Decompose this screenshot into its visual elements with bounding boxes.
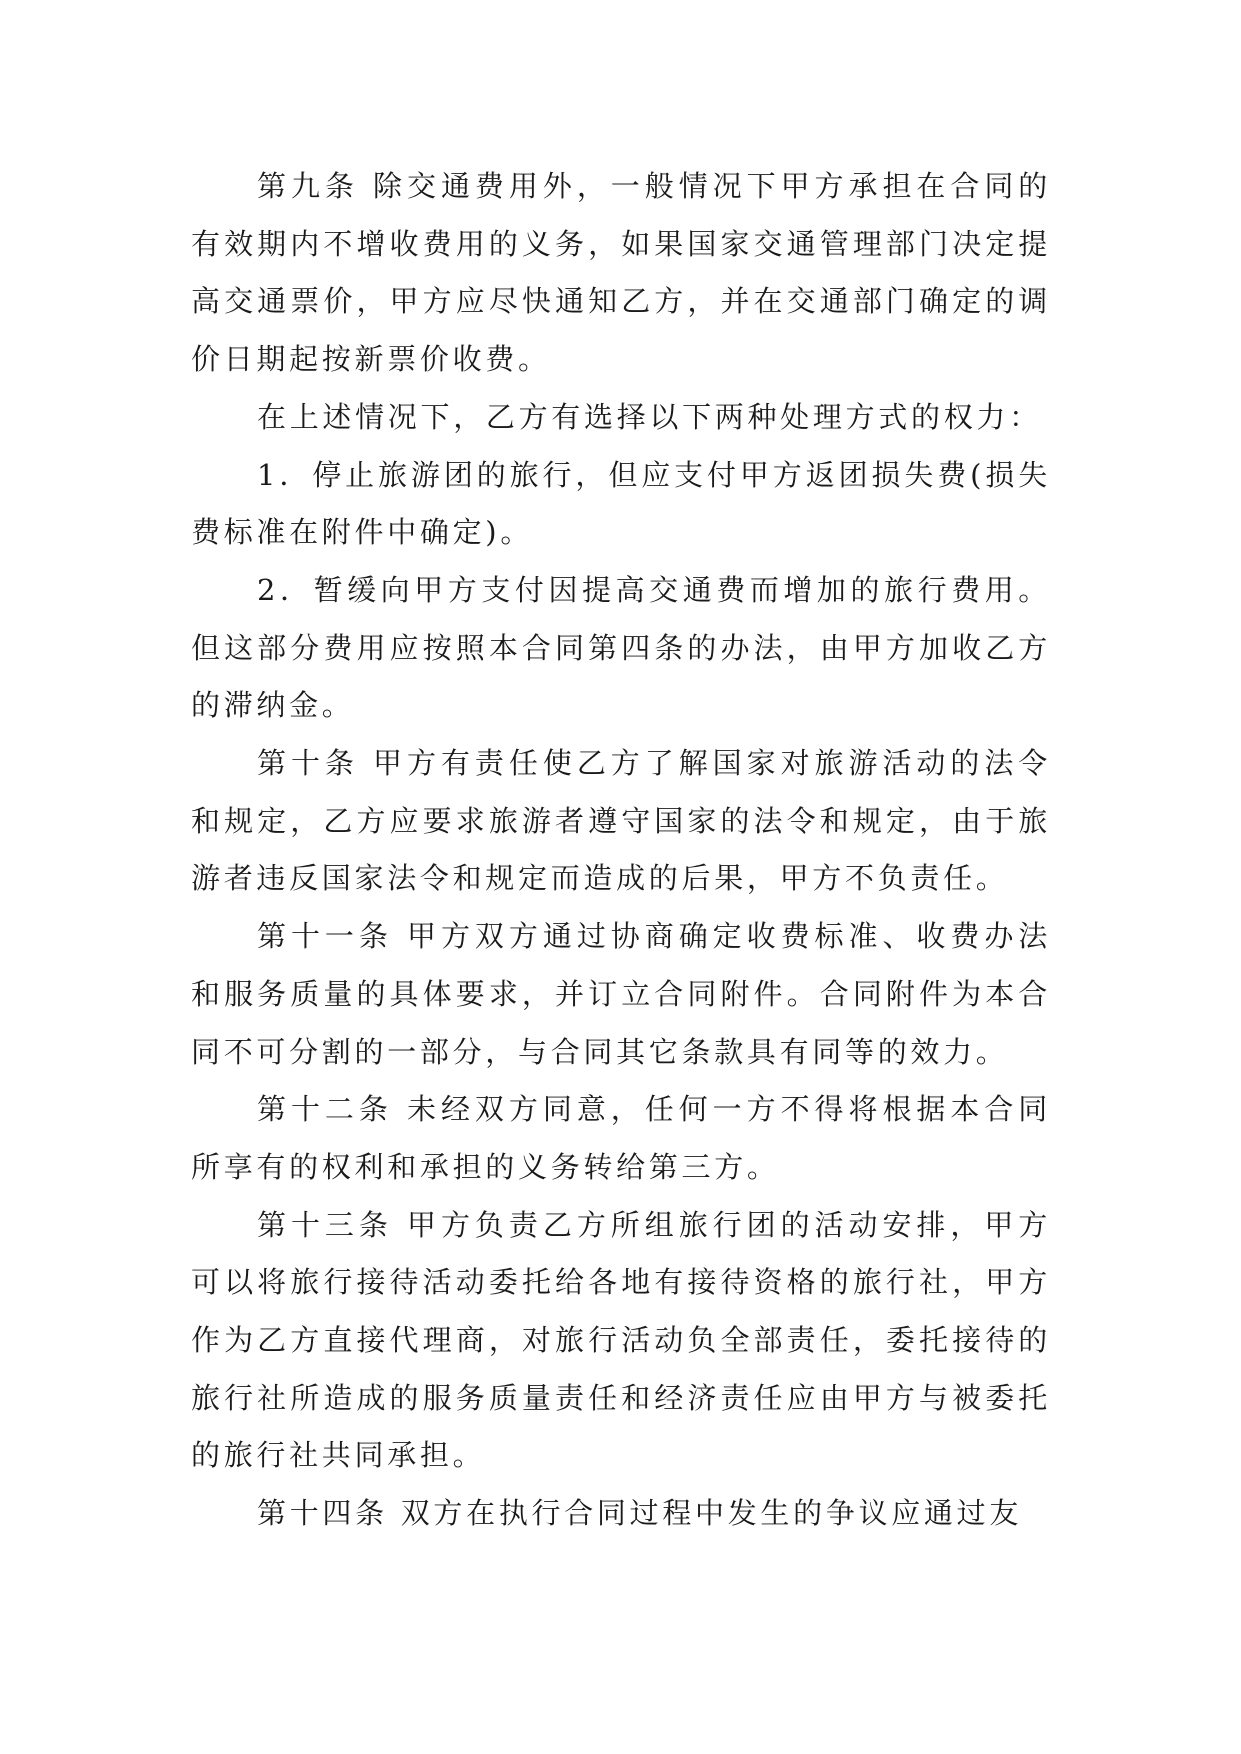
paragraph-article-10: 第十条 甲方有责任使乙方了解国家对旅游活动的法令和规定，乙方应要求旅游者遵守国家的法令和规定，由于旅游者违反国家法令和规定而造成的后果，甲方不负责任。 — [191, 746, 1051, 896]
paragraph-article-14: 第十四条 双方在执行合同过程中发生的争议应通过友 — [257, 1496, 1023, 1531]
document-body — [191, 158, 1051, 1543]
paragraph-article-12: 第十二条 未经双方同意，任何一方不得将根据本合同所享有的权利和承担的义务转给第三方。 — [191, 1092, 1051, 1184]
paragraph-article-11: 第十一条 甲方双方通过协商确定收费标准、收费办法和服务质量的具体要求，并订立合同附件。合同附件为本合同不可分割的一部分，与合同其它条款具有同等的效力。 — [191, 919, 1051, 1069]
paragraph-option-2: 2．暂缓向甲方支付因提高交通费而增加的旅行费用。但这部分费用应按照本合同第四条的办法，由甲方加收乙方的滞纳金。 — [191, 572, 1051, 723]
paragraph-article-13: 第十三条 甲方负责乙方所组旅行团的活动安排，甲方可以将旅行接待活动委托给各地有接待资格的旅行社，甲方作为乙方直接代理商，对旅行活动负全部责任，委托接待的旅行社所造成的服务质量责任和经济责任应由甲方与被委托的旅行社共同承担。 — [191, 1207, 1051, 1473]
paragraph-options-intro: 在上述情况下，乙方有选择以下两种处理方式的权力： — [257, 399, 1042, 434]
paragraph-option-1: 1．停止旅游团的旅行，但应支付甲方返团损失费(损失费标准在附件中确定)。 — [191, 457, 1051, 550]
paragraph-article-9: 第九条 除交通费用外，一般情况下甲方承担在合同的有效期内不增收费用的义务，如果国家交通管理部门决定提高交通票价，甲方应尽快通知乙方，并在交通部门确定的调价日期起按新票价收费。 — [191, 169, 1051, 377]
